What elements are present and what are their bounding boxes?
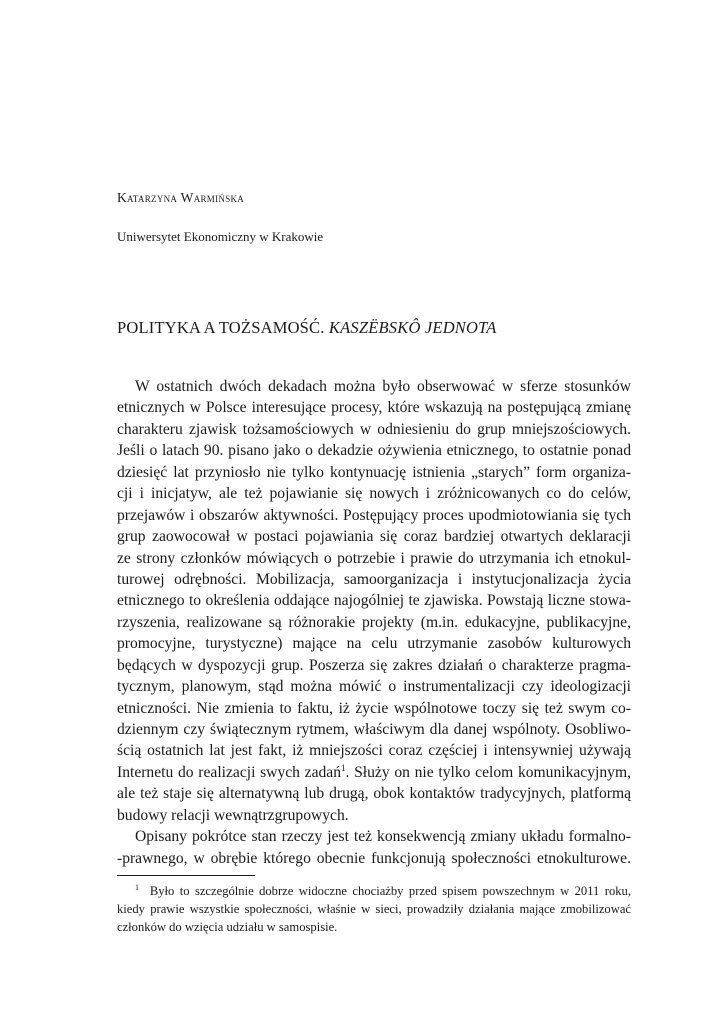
body-line [117,826,631,847]
body-text [117,376,631,869]
footnotes [117,882,631,936]
body-line: ale też staje się alternatywną lub drugą, obok kontaktów tradycyjnych, platformą [117,785,631,803]
footnote-line [117,882,631,900]
article-title [117,318,497,338]
title-italic: KASZËBSKÔ JEDNOTA [328,318,497,337]
body-line: budowy relacji wewnątrzgrupowych. [117,806,349,824]
body-line: etniczności. Nie zmienia to faktu, iż życie wspólnotowe toczy się też swym co- [117,699,631,717]
footnote-line: członków do wzięcia udziału w samospisie. [117,920,338,934]
body-line: etnicznego to określenia oddające najogólniej te zjawiska. Powstają liczne stowa- [117,592,631,610]
body-line: rzyszenia, realizowane są różnorakie projekty (m.in. edukacyjne, publikacyjne, [117,613,631,631]
paragraph-2-start: Opisany pokrótce stan rzeczy jest też konsekwencją zmiany układu formalno- [135,828,631,846]
body-line: promocyjne, turystyczne) mające na celu utrzymanie zasobów kulturowych [117,635,631,653]
body-line: będących w dyspozycji grup. Poszerza się zakres działań o charakterze pragma- [117,656,631,674]
body-line: przejawów i obszarów aktywności. Postępujący proces upodmiotowiania się tych [117,506,631,524]
footnote-reference[interactable]: 1 [341,762,346,773]
footnote-first-line [117,882,631,900]
body-line-part: Internetu do realizacji swych zadań [117,763,342,781]
body-line-part: . Służy on nie tylko celom komunikacyjnym, [345,763,631,781]
footnote-text: Było to szczególnie dobrze widoczne chociażby przed spisem powszechnym w 2011 roku, [149,884,632,898]
body-line: turowej odrębności. Mobilizacja, samoorganizacja i instytucjonalizacja życia [117,570,631,588]
title-main: POLITYKA A TOŻSAMOŚĆ. [117,318,329,337]
body-line: -prawnego, w obrębie którego obecnie funkcjonują społeczności etnokulturowe. [117,849,631,867]
footnote-marker: 1 [135,882,139,892]
body-line [117,376,631,397]
footnote-separator [117,875,255,876]
body-line: etnicznych w Polsce interesujące procesy, które wskazują na postępującą zmianę [117,399,631,417]
body-line: charakteru zjawisk tożsamościowych w odniesieniu do grup mniejszościowych. [117,420,631,438]
author-affiliation: Uniwersytet Ekonomiczny w Krakowie [117,229,324,244]
body-line: dziesięć lat przyniosło nie tylko kontynuację istnienia „starych” form organiza- [117,463,631,481]
body-line: grup zaowocował w postaci pojawiania się coraz bardziej otwartych deklaracji [117,528,631,546]
body-line [117,762,631,783]
footnote-line: kiedy prawie wszystkie społeczności, właśnie w sieci, prowadziły działania mające zmobilizować [117,902,631,916]
body-line: cji i inicjatyw, ale też pojawianie się nowych i zróżnicowanych co do celów, [117,485,631,503]
body-line: tycznym, planowym, stąd można mówić o instrumentalizacji czy ideologizacji [117,678,631,696]
body-line: ścią ostatnich lat jest fakt, iż mniejszości coraz częściej i intensywniej używają [117,742,631,760]
body-line: dziennym czy świątecznym rytmem, właściwym dla danej wspólnoty. Osobliwo- [117,721,631,738]
body-line: Jeśli o latach 90. pisano jako o dekadzie ożywienia etnicznego, to ostatnie ponad [117,442,631,460]
body-line: ze strony członków mówiących o potrzebie i prawie do utrzymania ich etnokul- [117,549,631,567]
author-name: Katarzyna Warmińska [117,190,245,205]
paragraph-1-start: W ostatnich dwóch dekadach można było obserwować w sferze stosunków [135,378,631,395]
